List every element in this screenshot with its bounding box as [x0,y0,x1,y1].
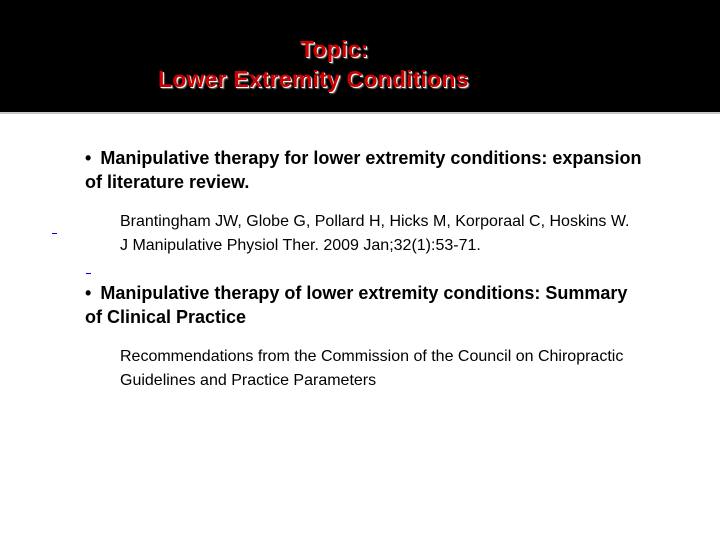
bullet-heading-2 [85,281,645,329]
slide-title-topic: Topic: [300,36,369,62]
bullet-marker: • [85,283,92,303]
bullet-heading-text: Manipulative therapy of lower extremity conditions: Summary of Clinical Practice [85,283,628,327]
recommendations-text: Recommendations from the Commission of the Council on Chiropractic Guidelines and Practice Parameters [120,348,624,389]
hyperlink-marker[interactable] [86,273,91,274]
bullet-heading-text: Manipulative therapy for lower extremity conditions: expansion of literature review. [85,148,642,192]
slide-header [0,0,720,114]
hyperlink-marker[interactable] [52,233,57,234]
slide-title: Lower Extremity Conditions [158,66,469,92]
citation-text: Brantingham JW, Globe G, Pollard H, Hicks M, Korporaal C, Hoskins W. J Manipulative Physiol Ther. 2009 Jan;32(1):53-71. [120,213,630,254]
bullet-marker: • [85,148,92,168]
bullet-heading-1 [85,146,645,194]
